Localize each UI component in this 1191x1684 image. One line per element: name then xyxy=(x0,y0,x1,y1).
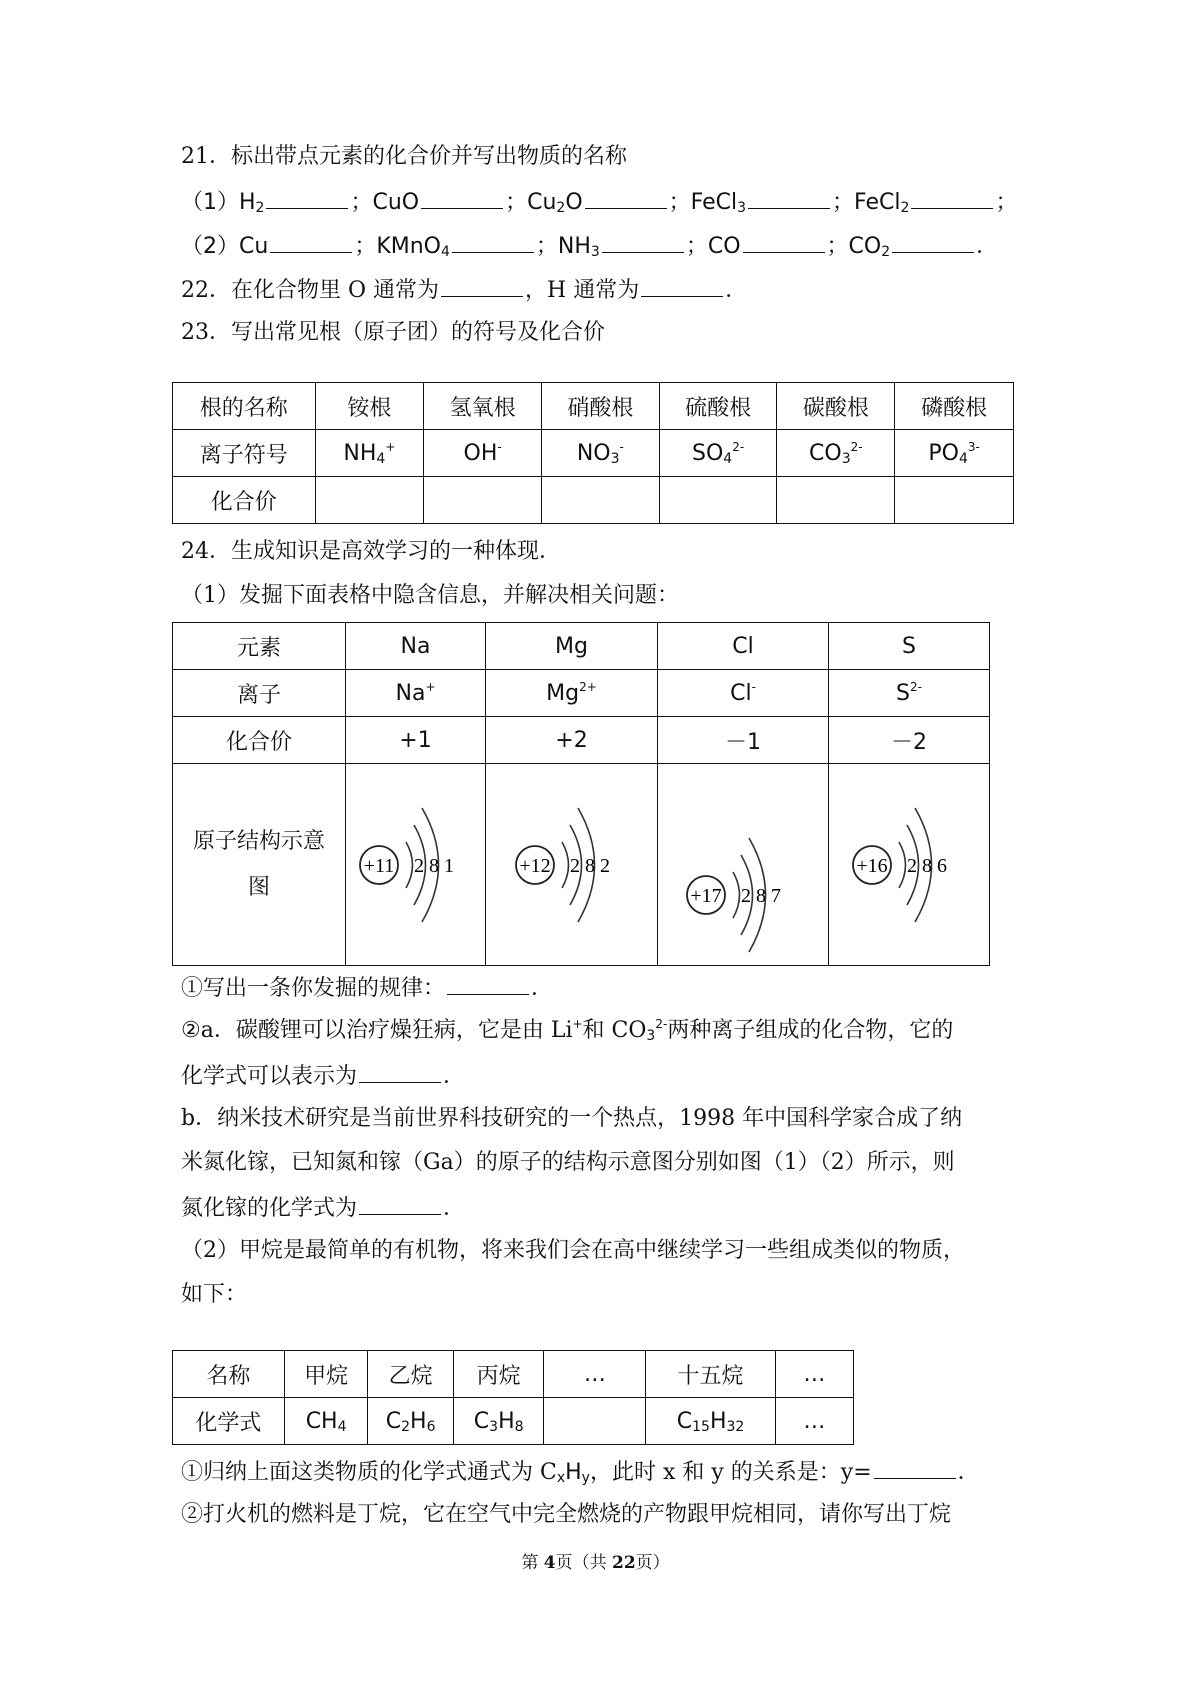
q24-b-line2: 米氮化镓，已知氮和镓（Ga）的原子的结构示意图分别如图（1）（2）所示，则 xyxy=(181,1150,955,1175)
answer-blank[interactable] xyxy=(270,230,352,253)
answer-blank[interactable] xyxy=(602,230,684,253)
symbol-cell: $NO_3^-$ xyxy=(542,430,660,477)
q24-part1: （1）发掘下面表格中隐含信息，并解决相关问题： xyxy=(181,583,679,608)
answer-blank[interactable] xyxy=(748,186,830,209)
q21-row1: $(1)H_2$ ；CuO ；$Cu_2O$ ；FeCl$_3$ ；FeCl$_2$ ； xyxy=(181,186,1017,218)
atom-structure-diagram xyxy=(844,790,974,940)
svg-text:+11: +11 xyxy=(363,854,394,877)
q24-a-line2: 化学式可以表示为 ． xyxy=(181,1060,465,1092)
q21-row2: （2）Cu ；KMnO$_4$ ；$NH_3$ ；CO ；$CO_2$ ． xyxy=(181,230,998,262)
atom-structure-diagram xyxy=(351,790,481,940)
answer-blank[interactable] xyxy=(641,274,723,297)
answer-blank[interactable] xyxy=(743,230,825,253)
answer-cell[interactable] xyxy=(542,477,660,524)
symbol-cell: $NH_4^+$ xyxy=(315,430,424,477)
empty-cell xyxy=(544,1398,646,1445)
radical-table: 根的名称 铵根 氢氧根 硝酸根 硫酸根 碳酸根 磷酸根 离子符号 $NH_4^+$ OH- $NO_3^-$ $SO_4^{2-}$ $CO_3^{2-}$ $PO_4^{3-}$ 化合价 xyxy=(172,382,1014,524)
q24-butane: ②打火机的燃料是丁烷，它在空气中完全燃烧的产物跟甲烷相同，请你写出丁烷 xyxy=(181,1502,952,1527)
svg-text:2 8 7: 2 8 7 xyxy=(741,884,781,907)
q24-b-line1: b．纳米技术研究是当前世界科技研究的一个热点，1998 年中国科学家合成了纳 xyxy=(181,1106,963,1131)
svg-text:2 8 2: 2 8 2 xyxy=(569,854,610,877)
answer-blank[interactable] xyxy=(874,1456,956,1479)
q24-part2-line2: 如下： xyxy=(181,1282,248,1307)
answer-blank[interactable] xyxy=(441,274,523,297)
q24-title: 24．生成知识是高效学习的一种体现． xyxy=(181,539,561,564)
answer-blank[interactable] xyxy=(447,972,529,995)
svg-text:+12: +12 xyxy=(518,854,551,877)
q21-title: 21．标出带点元素的化合价并写出物质的名称 xyxy=(181,144,627,169)
answer-blank[interactable] xyxy=(359,1192,441,1215)
page-footer: 第 4页（共 22页） xyxy=(521,1553,670,1573)
answer-blank[interactable] xyxy=(585,186,667,209)
q22: 22．在化合物里 O 通常为 ，H 通常为 ． xyxy=(181,274,747,306)
answer-blank[interactable] xyxy=(892,230,974,253)
symbol-cell: $SO_4^{2-}$ xyxy=(659,430,777,477)
element-table: 元素 Na Mg Cl S 离子 Na+ $Mg^{2+}$ Cl- $S^{2-}$ 化合价 +1 +2 －1 －2 原子结构示意 图 +11 2 8 1 +12 2 8 2 +17 2 8 7 +16 2 8 6 xyxy=(172,622,990,966)
answer-cell[interactable] xyxy=(315,477,424,524)
answer-cell[interactable] xyxy=(659,477,777,524)
answer-blank[interactable] xyxy=(452,230,534,253)
answer-blank[interactable] xyxy=(421,186,503,209)
svg-text:2 8 6: 2 8 6 xyxy=(907,854,947,877)
q24-b-line3: 氮化镓的化学式为 ． xyxy=(181,1192,465,1224)
answer-cell[interactable] xyxy=(895,477,1014,524)
q24-general-formula: ①归纳上面这类物质的化学式通式为 $C_xH_y$，此时 x 和 y 的关系是：y= ． xyxy=(181,1456,980,1488)
q24-a-line1: ②a．碳酸锂可以治疗燥狂病，它是由 Li+和 $CO_3^{2-}$两种离子组成的化合物，它的 xyxy=(181,1017,954,1044)
symbol-cell: $CO_3^{2-}$ xyxy=(777,430,895,477)
answer-blank[interactable] xyxy=(911,186,993,209)
q23-title: 23．写出常见根（原子团）的符号及化合价 xyxy=(181,320,605,345)
atom-structure-diagram xyxy=(507,790,637,940)
svg-text:+17: +17 xyxy=(690,884,722,907)
answer-blank[interactable] xyxy=(359,1060,441,1083)
atom-structure-diagram xyxy=(678,770,808,960)
q24-rule: ①写出一条你发掘的规律： ． xyxy=(181,972,553,1004)
symbol-cell: $PO_4^{3-}$ xyxy=(895,430,1014,477)
answer-cell[interactable] xyxy=(777,477,895,524)
alkane-table: 名称 甲烷 乙烷 丙烷 … 十五烷 … 化学式 $CH_4$ $C_2H_6$ $C_3H_8$ $C_{15}H_{32}$ … xyxy=(172,1350,854,1445)
svg-text:+16: +16 xyxy=(856,854,888,877)
svg-text:2 8 1: 2 8 1 xyxy=(413,854,454,877)
symbol-cell: OH- xyxy=(424,430,542,477)
answer-cell[interactable] xyxy=(424,477,542,524)
answer-blank[interactable] xyxy=(266,186,348,209)
q24-part2-line1: （2）甲烷是最简单的有机物，将来我们会在高中继续学习一些组成类似的物质， xyxy=(181,1238,965,1263)
